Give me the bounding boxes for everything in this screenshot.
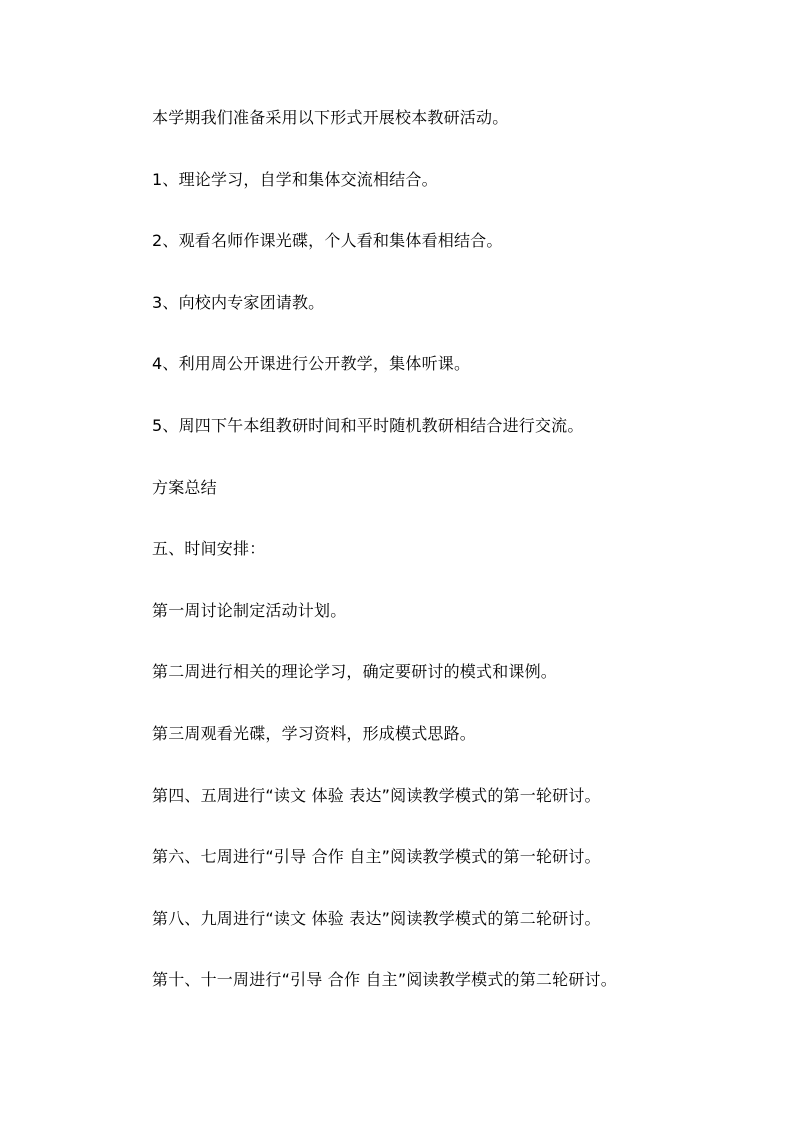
paragraph-item-3: 3、向校内专家团请教。 [152,292,325,312]
schedule-week-3: 第三周观看光碟，学习资料，形成模式思路。 [152,723,477,743]
schedule-week-1: 第一周讨论制定活动计划。 [152,600,347,620]
schedule-week-6-7: 第六、七周进行“引导 合作 自主”阅读教学模式的第一轮研讨。 [152,847,601,867]
paragraph-intro: 本学期我们准备采用以下形式开展校本教研活动。 [152,108,509,127]
paragraph-item-1: 1、理论学习，自学和集体交流相结合。 [152,169,438,189]
schedule-week-4-5: 第四、五周进行“读文 体验 表达”阅读教学模式的第一轮研讨。 [152,785,601,805]
document-body [152,104,712,1028]
paragraph-item-4: 4、利用周公开课进行公开教学，集体听课。 [152,354,471,374]
schedule-week-2: 第二周进行相关的理论学习，确定要研讨的模式和课例。 [152,662,558,682]
section-heading-schedule: 五、时间安排： [152,539,266,559]
schedule-week-8-9: 第八、九周进行“读文 体验 表达”阅读教学模式的第二轮研讨。 [152,908,601,928]
paragraph-item-2: 2、观看名师作课光碟，个人看和集体看相结合。 [152,231,503,251]
section-label-summary: 方案总结 [152,477,217,497]
schedule-week-10-11: 第十、十一周进行“引导 合作 自主”阅读教学模式的第二轮研讨。 [152,970,617,990]
paragraph-item-5: 5、周四下午本组教研时间和平时随机教研相结合进行交流。 [152,415,584,435]
